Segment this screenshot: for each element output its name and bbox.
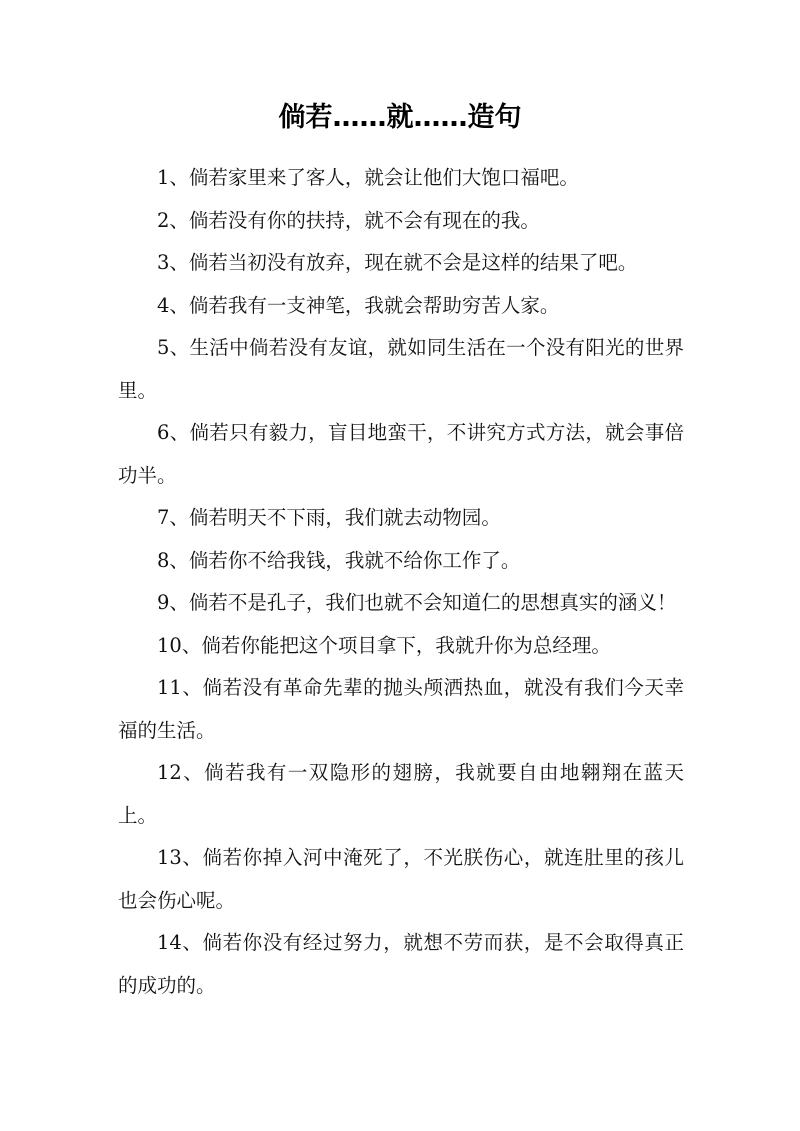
sentence-7: 7、倘若明天不下雨，我们就去动物园。 <box>157 506 501 529</box>
sentence-6: 6、倘若只有毅力，盲目地蛮干，不讲究方式方法，就会事倍功半。 <box>118 421 684 487</box>
sentence-14: 14、倘若你没有经过努力，就想不劳而获，是不会取得真正的成功的。 <box>118 931 684 997</box>
sentence-5: 5、生活中倘若没有友谊，就如同生活在一个没有阳光的世界里。 <box>118 336 684 402</box>
sentence-13: 13、倘若你掉入河中淹死了，不光朕伤心，就连肚里的孩儿也会伤心呢。 <box>118 846 684 912</box>
sentence-8: 8、倘若你不给我钱，我就不给你工作了。 <box>157 548 521 572</box>
sentence-1: 1、倘若家里来了客人，就会让他们大饱口福吧。 <box>157 166 579 189</box>
sentence-3: 3、倘若当初没有放弃，现在就不会是这样的结果了吧。 <box>157 251 638 274</box>
sentence-4: 4、倘若我有一支神笔，我就会帮助穷苦人家。 <box>157 293 560 317</box>
sentence-11: 11、倘若没有革命先辈的抛头颅洒热血，就没有我们今天幸福的生活。 <box>118 676 684 742</box>
sentence-12: 12、倘若我有一双隐形的翅膀，我就要自由地翱翔在蓝天上。 <box>118 761 684 827</box>
sentence-list <box>118 157 684 1007</box>
sentence-2: 2、倘若没有你的扶持，就不会有现在的我。 <box>157 208 540 232</box>
sentence-10: 10、倘若你能把这个项目拿下，我就升你为总经理。 <box>157 633 611 657</box>
sentence-9: 9、倘若不是孔子，我们也就不会知道仁的思想真实的涵义！ <box>157 591 677 614</box>
document-title: 倘若……就……造句 <box>278 102 522 133</box>
